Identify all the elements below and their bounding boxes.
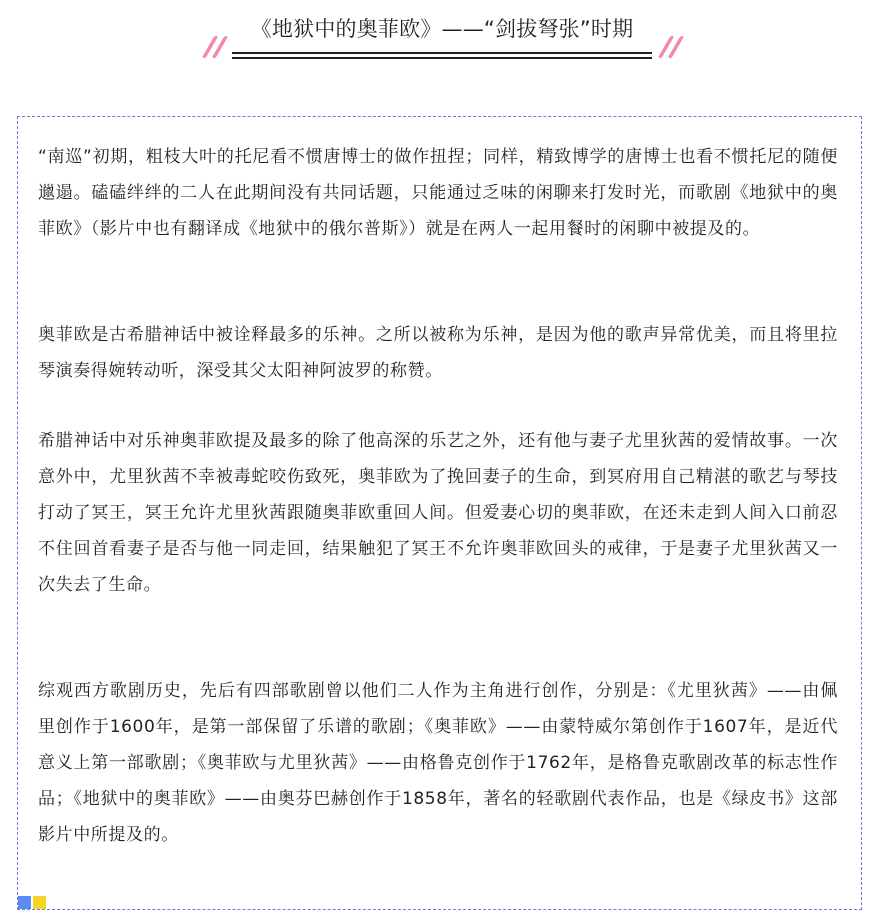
article-body-frame <box>17 116 862 910</box>
title-block <box>232 12 652 46</box>
corner-ornament <box>18 896 48 912</box>
paragraph: 综观西方歌剧历史，先后有四部歌剧曾以他们二人作为主角进行创作，分别是：《尤里狄茜》——由佩里创作于1600年，是第一部保留了乐谱的歌剧；《奥菲欧》——由蒙特威尔第创作于1607年，是近代意义上第一部歌剧；《奥菲欧与尤里狄茜》——由格鲁克创作于1762年，是格鲁克歌剧改革的标志性作品；《地狱中的奥菲欧》——由奥芬巴赫创作于1858年，著名的轻歌剧代表作品，也是《绿皮书》这部影片中所提及的。 <box>38 681 838 845</box>
yellow-square-mark <box>33 896 46 909</box>
paragraph: 希腊神话中对乐神奥菲欧提及最多的除了他高深的乐艺之外，还有他与妻子尤里狄茜的爱情故事。一次意外中，尤里狄茜不幸被毒蛇咬伤致死，奥菲欧为了挽回妻子的生命，到冥府用自己精湛的歌艺与琴技打动了冥王，冥王允许尤里狄茜跟随奥菲欧重回人间。但爱妻心切的奥菲欧，在还未走到人间入口前忍不住回首看妻子是否与他一同走回，结果触犯了冥王不允许奥菲欧回头的戒律，于是妻子尤里狄茜又一次失去了生命。 <box>38 431 838 595</box>
left-double-slash-ornament <box>200 36 230 60</box>
blue-square-mark <box>18 896 31 909</box>
section-header <box>0 0 884 80</box>
right-double-slash-ornament <box>656 36 686 60</box>
paragraph: “南巡”初期，粗枝大叶的托尼看不惯唐博士的做作扭捏；同样，精致博学的唐博士也看不惯托尼的随便邋遢。磕磕绊绊的二人在此期间没有共同话题，只能通过乏味的闲聊来打发时光，而歌剧《地狱中的奥菲欧》（影片中也有翻译成《地狱中的俄尔普斯》）就是在两人一起用餐时的闲聊中被提及的。 <box>38 147 838 239</box>
section-title: 《地狱中的奥菲欧》——“剑拔弩张”时期 <box>250 17 634 41</box>
title-underline <box>232 57 652 59</box>
paragraph: 奥菲欧是古希腊神话中被诠释最多的乐神。之所以被称为乐神，是因为他的歌声异常优美，而且将里拉琴演奏得婉转动听，深受其父太阳神阿波罗的称赞。 <box>38 325 838 381</box>
title-underline <box>232 52 652 54</box>
